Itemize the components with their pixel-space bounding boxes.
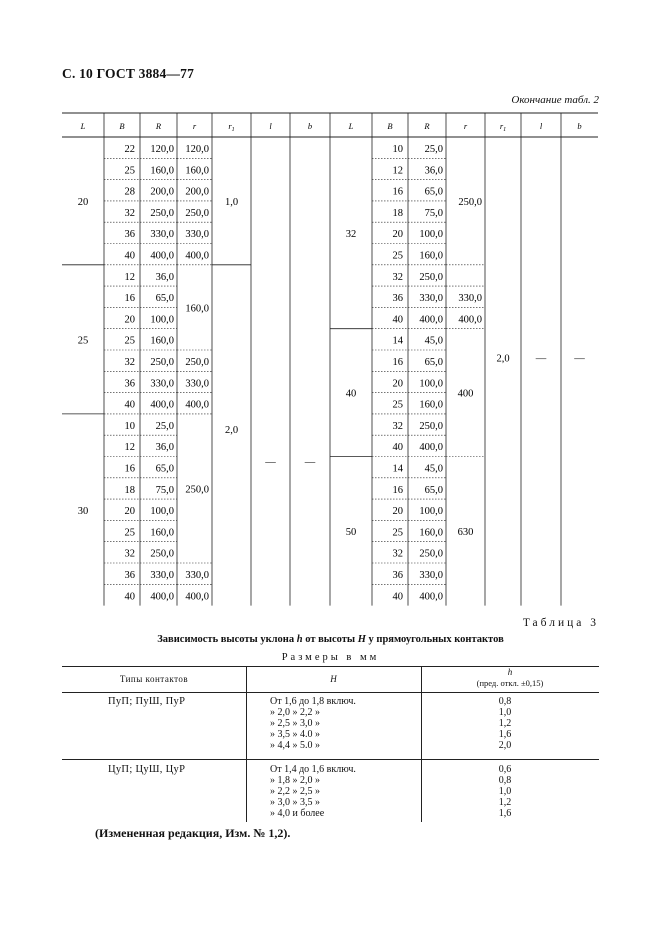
cell-L: 30 — [77, 505, 89, 517]
cell-r: 630 — [457, 527, 474, 539]
table-rule — [421, 666, 422, 822]
height-range: » 4,4 » 5.0 » — [270, 740, 320, 751]
cell-r: 250,0 — [185, 357, 209, 368]
cell-r: 250,0 — [185, 484, 209, 496]
cell-R: 65,0 — [155, 293, 174, 305]
cell-R: 330,0 — [150, 570, 174, 581]
cell-l: — — [535, 353, 547, 365]
cell-B: 40 — [124, 250, 135, 262]
cell-L: 32 — [345, 228, 357, 240]
cell-B: 25 — [392, 527, 403, 539]
cell-B: 20 — [124, 506, 135, 518]
cell-B: 12 — [124, 271, 135, 283]
page-header: С. 10 ГОСТ 3884—77 — [62, 66, 195, 81]
cell-B: 36 — [392, 570, 403, 581]
cell-R: 65,0 — [155, 463, 174, 475]
cell-B: 40 — [124, 591, 135, 603]
cell-r: 200,0 — [185, 186, 209, 198]
cell-L: 50 — [345, 527, 357, 539]
cell-L: 40 — [345, 388, 357, 400]
cell-L: 25 — [77, 335, 89, 347]
cell-B: 18 — [392, 207, 403, 219]
column-header: B — [119, 121, 125, 131]
cell-r: 160,0 — [185, 303, 209, 315]
cell-R: 45,0 — [424, 463, 443, 475]
column-header: l — [539, 121, 543, 131]
cell-B: 12 — [124, 442, 135, 454]
cell-R: 36,0 — [424, 165, 443, 177]
cell-R: 65,0 — [424, 186, 443, 198]
slope-value: 0,8 — [498, 696, 512, 707]
cell-B: 20 — [124, 314, 135, 326]
slope-value: 0,8 — [498, 775, 512, 786]
cell-r: 120,0 — [185, 144, 209, 155]
cell-B: 10 — [124, 420, 135, 432]
cell-B: 32 — [392, 548, 403, 560]
cell-R: 400,0 — [419, 591, 443, 603]
column-header: L — [80, 121, 86, 131]
cell-R: 160,0 — [150, 165, 174, 177]
cell-R: 400,0 — [150, 399, 174, 411]
cell-R: 100,0 — [419, 229, 443, 241]
cell-R: 160,0 — [419, 399, 443, 411]
cell-r: 250,0 — [185, 207, 209, 219]
cell-R: 45,0 — [424, 335, 443, 347]
cell-b: — — [574, 353, 585, 365]
height-range: От 1,6 до 1,8 включ. — [270, 696, 356, 707]
cell-R: 400,0 — [150, 591, 174, 603]
cell-R: 250,0 — [150, 207, 174, 219]
cell-B: 40 — [392, 591, 403, 603]
slope-value: 1,2 — [498, 718, 512, 729]
table-continuation-label: Окончание табл. 2 — [511, 94, 599, 106]
cell-B: 20 — [392, 378, 403, 390]
cell-B: 25 — [392, 399, 403, 411]
cell-r: 330,0 — [185, 570, 209, 581]
height-range: » 2,0 » 2,2 » — [270, 707, 320, 718]
cell-r: 330,0 — [185, 378, 209, 390]
cell-B: 20 — [392, 229, 403, 241]
cell-R: 330,0 — [150, 378, 174, 390]
column-header: b — [577, 121, 582, 131]
cell-r: 400,0 — [185, 591, 209, 603]
column-header: L — [348, 121, 354, 131]
contact-type: ЦуП; ЦуШ, ЦуР — [108, 764, 186, 775]
cell-B: 25 — [124, 165, 135, 177]
column-subheader: (пред. откл. ±0,15) — [476, 678, 544, 688]
cell-B: 40 — [124, 399, 135, 411]
cell-r: 330,0 — [458, 293, 482, 305]
slope-value: 1,0 — [498, 786, 512, 797]
column-header: B — [387, 121, 393, 131]
cell-B: 16 — [124, 293, 135, 305]
height-range: » 4,0 и более — [270, 808, 325, 819]
cell-R: 400,0 — [150, 250, 174, 262]
cell-R: 75,0 — [424, 207, 443, 219]
cell-B: 32 — [392, 420, 403, 432]
column-header: H — [330, 674, 337, 684]
cell-R: 100,0 — [419, 506, 443, 518]
cell-B: 16 — [124, 463, 135, 475]
cell-R: 330,0 — [419, 570, 443, 581]
cell-B: 36 — [124, 378, 135, 390]
cell-B: 32 — [124, 548, 135, 560]
cell-B: 36 — [124, 570, 135, 581]
slope-value: 1,6 — [498, 808, 512, 819]
cell-B: 36 — [124, 229, 135, 241]
cell-B: 25 — [392, 250, 403, 262]
column-header: r — [463, 121, 468, 131]
cell-B: 16 — [392, 186, 403, 198]
table-3-label: Таблица 3 — [522, 617, 599, 629]
height-range: » 1,8 » 2,0 » — [270, 775, 320, 786]
cell-B: 32 — [392, 271, 403, 283]
cell-R: 65,0 — [424, 484, 443, 496]
cell-r1: 1,0 — [224, 196, 239, 208]
revision-note: (Измененная редакция, Изм. № 1,2). — [95, 826, 291, 840]
cell-R: 160,0 — [150, 335, 174, 347]
cell-R: 400,0 — [419, 442, 443, 454]
cell-R: 330,0 — [419, 293, 443, 305]
cell-R: 25,0 — [155, 420, 174, 432]
table-rule — [246, 666, 247, 822]
cell-R: 400,0 — [419, 314, 443, 326]
slope-value: 1,2 — [498, 797, 512, 808]
cell-B: 28 — [124, 186, 135, 198]
cell-B: 40 — [392, 442, 403, 454]
cell-R: 36,0 — [155, 271, 174, 283]
column-header: h — [507, 667, 513, 677]
cell-b: — — [304, 457, 316, 469]
cell-B: 22 — [124, 144, 135, 155]
cell-R: 75,0 — [155, 484, 174, 496]
cell-B: 16 — [392, 357, 403, 368]
cell-B: 40 — [392, 314, 403, 326]
slope-value: 1,0 — [498, 707, 512, 718]
cell-r: 400,0 — [458, 314, 482, 326]
column-header: b — [307, 121, 313, 131]
cell-r: 250,0 — [458, 196, 482, 208]
cell-R: 100,0 — [150, 506, 174, 518]
slope-value: 0,6 — [498, 764, 512, 775]
cell-B: 25 — [124, 335, 135, 347]
table-3-sizes: Размеры в мм — [281, 652, 380, 663]
cell-B: 18 — [124, 484, 135, 496]
cell-R: 160,0 — [150, 527, 174, 539]
cell-R: 100,0 — [419, 378, 443, 390]
contact-type: ПуП; ПуШ, ПуР — [108, 696, 186, 707]
cell-B: 12 — [392, 165, 403, 177]
cell-B: 32 — [124, 207, 135, 219]
table-3-title: Зависимость высоты уклона h от высоты H у прямоугольных контактов — [157, 634, 504, 645]
height-range: От 1,4 до 1,6 включ. — [270, 764, 356, 775]
cell-R: 65,0 — [424, 357, 443, 368]
column-header: $r_1$ — [228, 121, 235, 133]
slope-value: 1,6 — [498, 729, 512, 740]
height-range: » 3,0 » 3,5 » — [270, 797, 320, 808]
cell-r1: 2,0 — [224, 425, 239, 437]
cell-R: 100,0 — [150, 314, 174, 326]
column-header: l — [269, 121, 272, 131]
cell-r: 400,0 — [185, 399, 209, 411]
cell-R: 250,0 — [419, 548, 443, 560]
column-header: R — [424, 121, 430, 131]
column-header: $r_1$ — [499, 121, 507, 133]
cell-B: 36 — [392, 293, 403, 305]
column-header: R — [155, 121, 162, 131]
cell-R: 250,0 — [419, 271, 443, 283]
cell-R: 250,0 — [150, 357, 174, 368]
cell-r1: 2,0 — [496, 353, 510, 365]
cell-r: 330,0 — [185, 229, 209, 241]
cell-R: 330,0 — [150, 229, 174, 241]
cell-r: 160,0 — [185, 165, 209, 177]
cell-B: 14 — [392, 335, 403, 347]
table-rule — [62, 692, 599, 693]
table-rule — [62, 759, 599, 760]
height-range: » 2,2 » 2,5 » — [270, 786, 320, 797]
cell-l: — — [265, 457, 276, 469]
cell-B: 14 — [392, 463, 403, 475]
height-range: » 2,5 » 3,0 » — [270, 718, 320, 729]
column-header: r — [192, 121, 197, 131]
cell-R: 120,0 — [150, 144, 174, 155]
cell-R: 36,0 — [155, 442, 174, 454]
slope-value: 2,0 — [498, 740, 512, 751]
cell-r: 400 — [457, 388, 474, 400]
cell-B: 20 — [392, 506, 403, 518]
cell-R: 25,0 — [424, 144, 443, 155]
cell-B: 10 — [392, 144, 403, 155]
cell-R: 200,0 — [150, 186, 174, 198]
cell-R: 160,0 — [419, 527, 443, 539]
cell-B: 25 — [124, 527, 135, 539]
cell-r: 400,0 — [185, 250, 209, 262]
cell-R: 160,0 — [419, 250, 443, 262]
cell-R: 250,0 — [150, 548, 174, 560]
column-header: Типы контактов — [119, 674, 189, 684]
cell-B: 16 — [392, 484, 403, 496]
cell-L: 20 — [77, 196, 89, 208]
height-range: » 3,5 » 4.0 » — [270, 729, 320, 740]
cell-R: 250,0 — [419, 420, 443, 432]
cell-B: 32 — [124, 357, 135, 368]
